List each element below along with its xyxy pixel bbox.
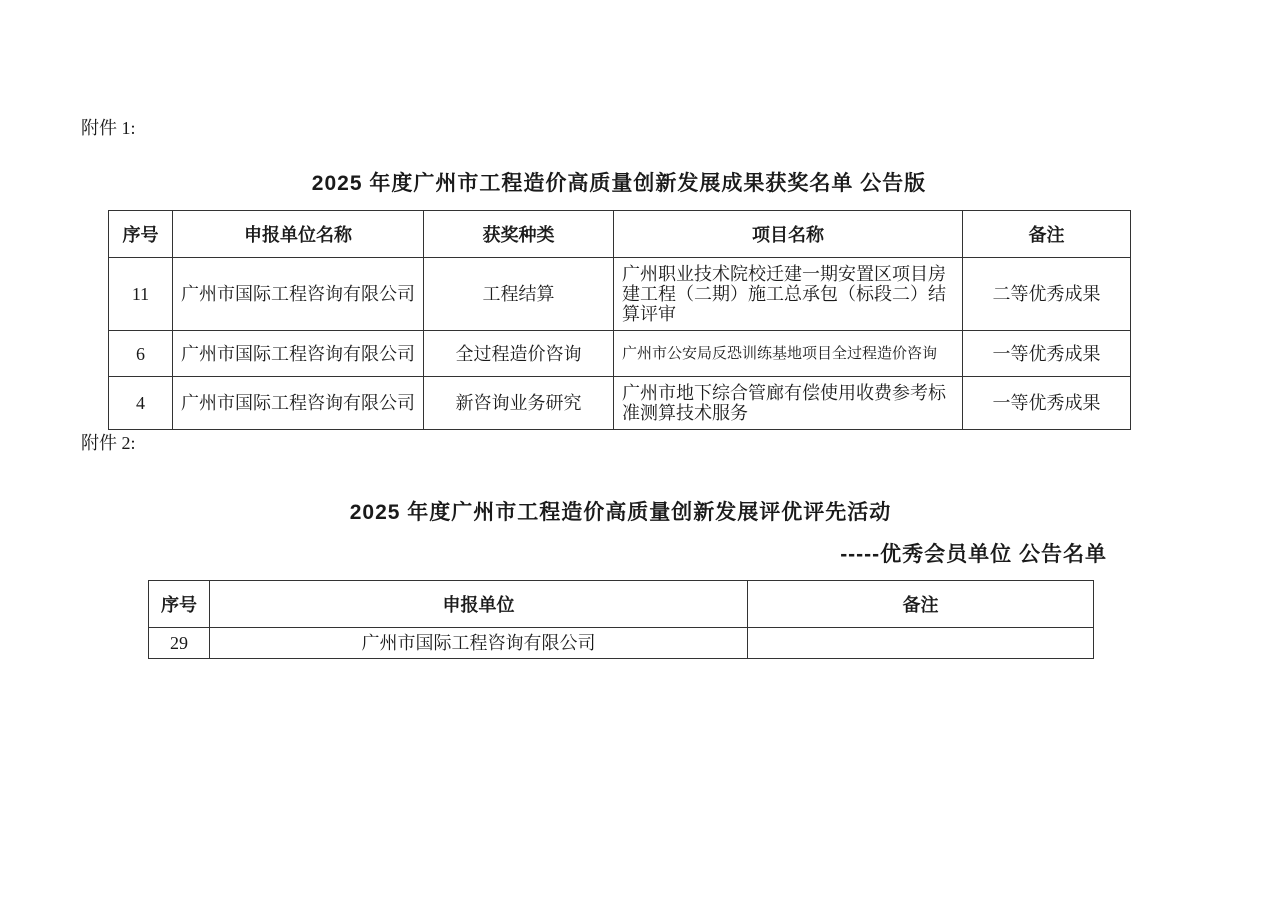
- cell-project: 广州市地下综合管廊有偿使用收费参考标准测算技术服务: [614, 377, 963, 430]
- header-cell: 序号: [109, 211, 173, 258]
- header-cell: 备注: [748, 581, 1094, 628]
- cell-project: 广州市公安局反恐训练基地项目全过程造价咨询: [614, 331, 963, 377]
- table-row: [109, 258, 1131, 331]
- cell-remark: 一等优秀成果: [963, 377, 1131, 430]
- cell-seq: 11: [109, 258, 173, 331]
- cell-category: 新咨询业务研究: [424, 377, 614, 430]
- attachment2-section: [0, 430, 1268, 659]
- cell-unit: 广州市国际工程咨询有限公司: [210, 628, 748, 659]
- cell-seq: 4: [109, 377, 173, 430]
- table-row: [149, 628, 1094, 659]
- cell-seq: 29: [149, 628, 210, 659]
- cell-unit: 广州市国际工程咨询有限公司: [173, 331, 424, 377]
- awards-table: [108, 210, 1131, 430]
- members-table-body: [149, 628, 1094, 659]
- cell-remark: 二等优秀成果: [963, 258, 1131, 331]
- table-row: [109, 377, 1131, 430]
- cell-seq: 6: [109, 331, 173, 377]
- cell-unit: 广州市国际工程咨询有限公司: [173, 258, 424, 331]
- cell-category: 全过程造价咨询: [424, 331, 614, 377]
- table-row: [109, 331, 1131, 377]
- attachment2-label: 附件 2:: [81, 433, 136, 453]
- awards-table-header-row: [109, 211, 1131, 258]
- header-cell: 申报单位名称: [173, 211, 424, 258]
- attachment2-title: 2025 年度广州市工程造价高质量创新发展评优评先活动: [349, 501, 892, 524]
- members-table: [148, 580, 1094, 659]
- header-cell: 备注: [963, 211, 1131, 258]
- attachment2-subtitle: -----优秀会员单位 公告名单: [840, 543, 1107, 566]
- attachment1-section: [0, 115, 1268, 430]
- cell-remark: 一等优秀成果: [963, 331, 1131, 377]
- awards-table-body: [109, 258, 1131, 430]
- members-table-header-row: [149, 581, 1094, 628]
- attachment1-title: 2025 年度广州市工程造价高质量创新发展成果获奖名单 公告版: [311, 172, 927, 195]
- cell-unit: 广州市国际工程咨询有限公司: [173, 377, 424, 430]
- header-cell: 项目名称: [614, 211, 963, 258]
- cell-project: 广州职业技术院校迁建一期安置区项目房建工程（二期）施工总承包（标段二）结算评审: [614, 258, 963, 331]
- attachment1-label: 附件 1:: [81, 118, 136, 138]
- cell-remark: [748, 628, 1094, 659]
- header-cell: 序号: [149, 581, 210, 628]
- header-cell: 申报单位: [210, 581, 748, 628]
- cell-category: 工程结算: [424, 258, 614, 331]
- header-cell: 获奖种类: [424, 211, 614, 258]
